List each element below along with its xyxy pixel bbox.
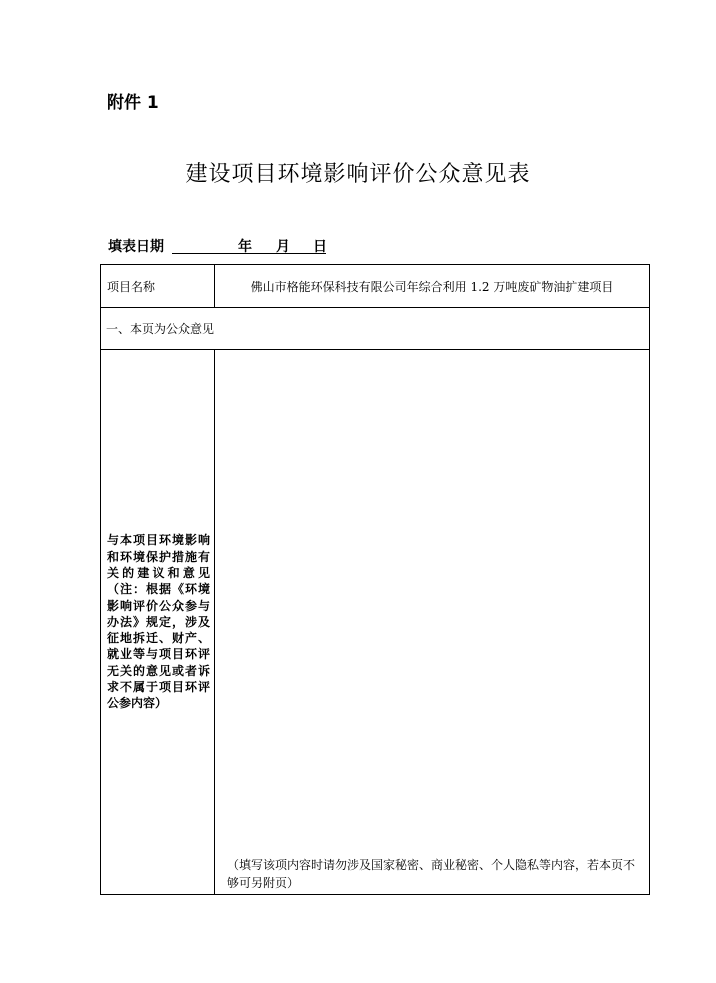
attachment-label: 附件 1 (107, 93, 159, 113)
project-name-value: 佛山市格能环保科技有限公司年综合利用 1.2 万吨废矿物油扩建项目 (215, 265, 650, 308)
section-heading: 一、本页为公众意见 (101, 308, 650, 350)
date-month-label: 月 (276, 239, 290, 255)
date-fill-label: 填表日期 (108, 239, 164, 255)
opinion-field-label: 与本项目环境影响和环境保护措施有关的建议和意见（注：根据《环境影响评价公众参与办法》规定，涉及征地拆迁、财产、就业等与项目环评无关的意见或者诉求不属于项目环评公参内容） (101, 350, 215, 895)
opinion-form-table (100, 264, 650, 895)
project-name-row (101, 265, 650, 308)
project-name-label: 项目名称 (101, 265, 215, 308)
opinion-row (101, 350, 650, 895)
date-year-label: 年 (238, 239, 252, 255)
section-heading-row (101, 308, 650, 350)
page-title: 建设项目环境影响评价公众意见表 (185, 162, 531, 187)
date-day-label: 日 (313, 239, 327, 255)
opinion-input-area[interactable] (215, 350, 650, 895)
opinion-note: （填写该项内容时请勿涉及国家秘密、商业秘密、个人隐私等内容，若本页不够可另附页） (227, 858, 636, 890)
date-fill-field[interactable] (172, 236, 326, 254)
